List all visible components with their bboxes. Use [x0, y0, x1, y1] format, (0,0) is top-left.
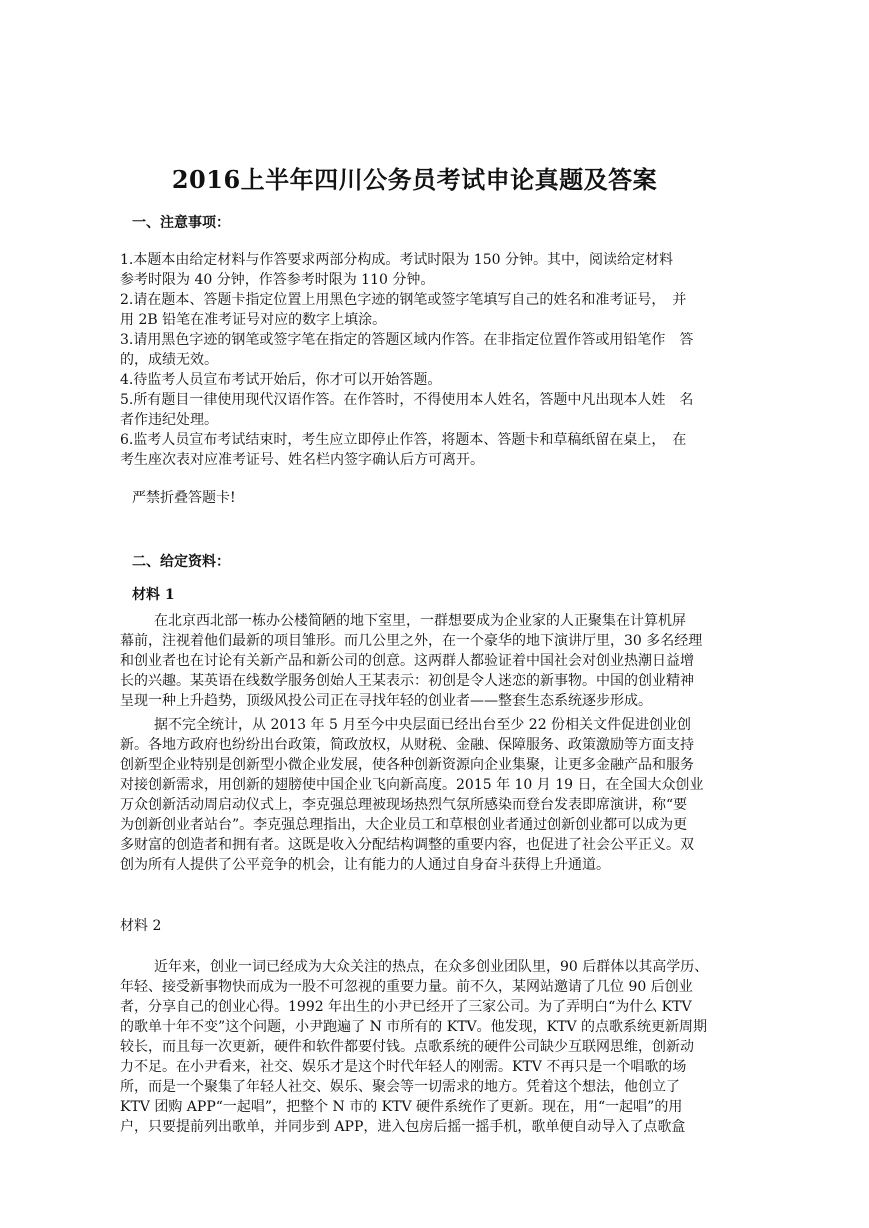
- notice-line: 3.请用黑色字迹的钢笔或签字笔在指定的答题区域内作答。在非指定位置作答或用铅笔作 答: [120, 332, 694, 348]
- notice-line: 6.监考人员宣布考试结束时，考生应立即停止作答，将题本、答题卡和草稿纸留在桌上， 在: [120, 432, 687, 448]
- material-1-line: 对接创新需求，用创新的翅膀使中国企业飞向新高度。2015 年 10 月 19 日，在全国大众创业: [120, 777, 704, 793]
- notice-line: 用 2B 铅笔在准考证号对应的数字上填涂。: [120, 312, 387, 328]
- notice-line: 4.待监考人员宣布考试开始后，你才可以开始答题。: [120, 372, 442, 388]
- material-1-line: 呈现一种上升趋势，顶级风投公司正在寻找年轻的创业者——整套生态系统逐步形成。: [120, 693, 652, 709]
- material-1-line: 长的兴趣。某英语在线数学服务创始人王某表示：初创是令人迷恋的新事物。中国的创业精神: [120, 673, 694, 689]
- material-2-line: 所，而是一个聚集了年轻人社交、娱乐、聚会等一切需求的地方。凭着这个想法，他创立了: [120, 1079, 680, 1095]
- document-title: 2016上半年四川公务员考试申论真题及答案: [171, 165, 658, 194]
- material-2-line: 年轻、接受新事物快而成为一股不可忽视的重要力量。前不久，某网站邀请了几位 90 后创业: [120, 979, 693, 995]
- section-heading-materials: 二、给定资料：: [132, 554, 230, 570]
- material-1-line: 幕前，注视着他们最新的项目雏形。而几公里之外，在一个豪华的地下演讲厅里，30 多名经理: [120, 633, 703, 649]
- material-1-line: 和创业者也在讨论有关新产品和新公司的创意。这两群人都验证着中国社会对创业热潮日益增: [120, 653, 694, 669]
- material-2-line: KTV 团购 APP“一起唱”，把整个 N 市的 KTV 硬件系统作了更新。现在，用“一起唱”的用: [120, 1099, 683, 1115]
- material-1-line: 创为所有人提供了公平竞争的机会，让有能力的人通过自身奋斗获得上升通道。: [120, 857, 610, 873]
- notice-line: 者作违纪处理。: [120, 412, 218, 428]
- material-1-line: 在北京西北部一栋办公楼简陋的地下室里，一群想要成为企业家的人正聚集在计算机屏: [154, 613, 686, 629]
- material-1-line: 多财富的创造者和拥有者。这既是收入分配结构调整的重要内容，也促进了社会公平正义。双: [120, 837, 694, 853]
- notice-line: 参考时限为 40 分钟，作答参考时限为 110 分钟。: [120, 272, 435, 288]
- material-2-line: 者，分享自己的创业心得。1992 年出生的小尹已经开了三家公司。为了弄明白“为什么 KTV: [120, 999, 692, 1015]
- fold-warning: 严禁折叠答题卡!: [132, 490, 236, 506]
- material-2-line: 的歌单十年不变”这个问题，小尹跑遍了 N 市所有的 KTV。他发现，KTV 的点歌系统更新周期: [120, 1019, 708, 1035]
- notice-line: 5.所有题目一律使用现代汉语作答。在作答时，不得使用本人姓名，答题中凡出现本人姓 名: [120, 392, 694, 408]
- material-2-line: 户，只要提前列出歌单，并同步到 APP，进入包房后摇一摇手机，歌单便自动导入了点歌盒: [120, 1119, 686, 1135]
- material-1-line: 创新型企业特别是创新型小微企业发展，使各种创新资源向企业集聚，让更多金融产品和服务: [120, 757, 694, 773]
- material-1-line: 为创新创业者站台”。李克强总理指出，大企业员工和草根创业者通过创新创业都可以成为更: [120, 817, 688, 833]
- notice-line: 1.本题本由给定材料与作答要求两部分构成。考试时限为 150 分钟。其中，阅读给定材料: [120, 252, 673, 268]
- section-heading-notice: 一、注意事项：: [132, 215, 230, 231]
- notice-line: 2.请在题本、答题卡指定位置上用黑色字迹的钢笔或签字笔填写自己的姓名和准考证号， 并: [120, 292, 687, 308]
- notice-line: 考生座次表对应准考证号、姓名栏内签字确认后方可离开。: [120, 452, 484, 468]
- notice-line: 的，成绩无效。: [120, 352, 218, 368]
- material-1-line: 万众创新活动周启动仪式上，李克强总理被现场热烈气氛所感染而登台发表即席演讲，称“要: [120, 797, 688, 813]
- material-1-line: 据不完全统计，从 2013 年 5 月至今中央层面已经出台至少 22 份相关文件促进创业创: [154, 717, 692, 733]
- material-2-line: 近年来，创业一词已经成为大众关注的热点，在众多创业团队里，90 后群体以其高学历、: [154, 959, 709, 975]
- material-2-label: 材料 2: [120, 918, 162, 934]
- material-2-line: 较长，而且每一次更新，硬件和软件都要付钱。点歌系统的硬件公司缺少互联网思维，创新动: [120, 1039, 694, 1055]
- material-2-line: 力不足。在小尹看来，社交、娱乐才是这个时代年轻人的刚需。KTV 不再只是一个唱歌的场: [120, 1059, 687, 1075]
- material-1-label: 材料 1: [132, 587, 175, 603]
- material-1-line: 新。各地方政府也纷纷出台政策，简政放权，从财税、金融、保障服务、政策激励等方面支持: [120, 737, 694, 753]
